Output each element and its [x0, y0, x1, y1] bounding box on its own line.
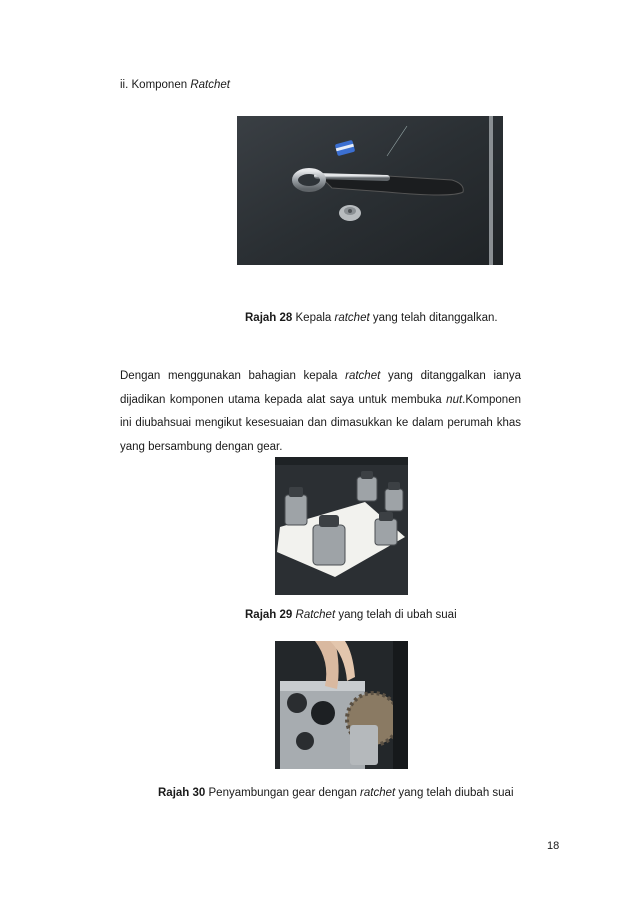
figure-28-photo [237, 116, 503, 265]
page-number: 18 [547, 840, 560, 852]
figure-30-caption: Rajah 30 Penyambungan gear dengan ratchet yang telah diubah suai [158, 787, 514, 799]
figure-28-caption: Rajah 28 Kepala ratchet yang telah ditanggalkan. [245, 312, 498, 324]
body-paragraph: Dengan menggunakan bahagian kepala ratchet yang ditanggalkan ianya dijadikan komponen utama kepada alat saya untuk membuka nut.Komponen ini diubahsuai mengikut kesesuaian dan dimasukkan ke dalam perumah khas yang bersambung dengan gear. [120, 370, 521, 453]
section-heading: ii. Komponen Ratchet [120, 79, 230, 91]
figure-29-photo [275, 457, 408, 595]
figure-29-caption: Rajah 29 Ratchet yang telah di ubah suai [245, 609, 457, 621]
figure-30-photo [275, 641, 408, 769]
